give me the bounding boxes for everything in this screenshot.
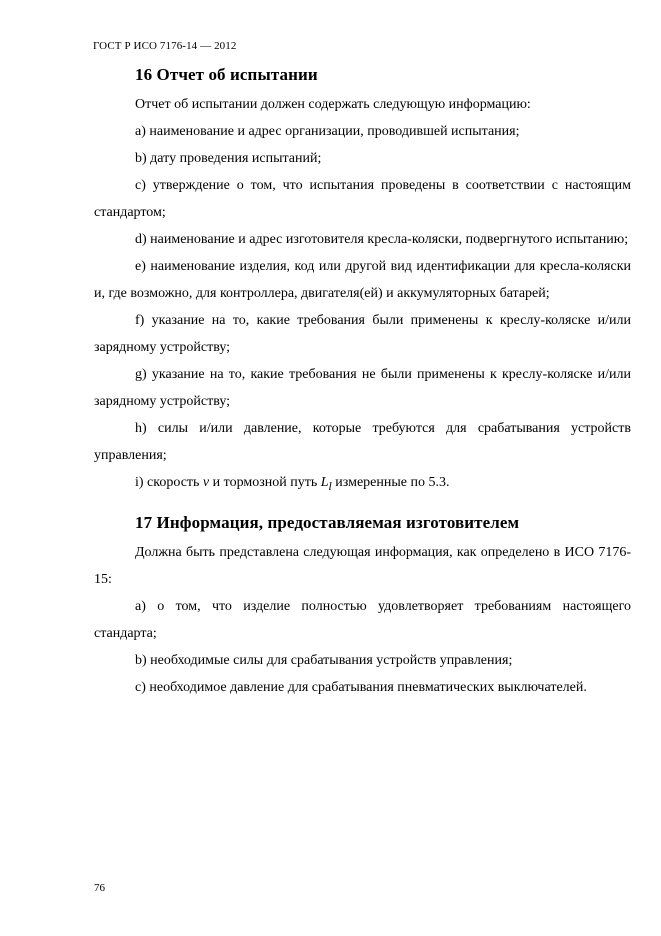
section-17-item-a: а) о том, что изделие полностью удовлетворяет требованиям настоящего стандарта;	[94, 598, 631, 641]
speed-symbol: v	[202, 475, 210, 490]
section-16-item-i	[94, 469, 631, 500]
item-i-suffix: измеренные по 5.3.	[331, 475, 450, 490]
distance-subscript: l	[328, 479, 332, 493]
section-16-title: 16 Отчет об испытании	[135, 65, 318, 84]
section-17-intro: Должна быть представлена следующая информация, как определено в ИСО 7176-15:	[94, 544, 631, 587]
section-16-item-a: а) наименование и адрес организации, проводившей испытания;	[135, 124, 520, 139]
document-header: ГОСТ Р ИСО 7176-14 — 2012	[93, 40, 237, 52]
section-16-item-e: е) наименование изделия, код или другой вид идентификации для кресла-коляски и, где возможно, для контроллера, двигателя(ей) и аккумуляторных батарей;	[94, 259, 631, 301]
document-body	[94, 64, 631, 701]
item-i-mid: и тормозной путь	[209, 475, 321, 490]
section-16-intro: Отчет об испытании должен содержать следующую информацию:	[135, 97, 531, 112]
section-16-item-h: h) силы и/или давление, которые требуются для срабатывания устройств управления;	[94, 421, 631, 463]
section-16-item-d: d) наименование и адрес изготовителя кресла-коляски, подвергнутого испытанию;	[135, 232, 629, 247]
section-17-item-b: b) необходимые силы для срабатывания устройств управления;	[135, 652, 513, 668]
section-16-item-b: b) дату проведения испытаний;	[135, 151, 322, 166]
item-i-prefix: i) скорость	[135, 475, 203, 490]
section-17-item-c: с) необходимое давление для срабатывания пневматических выключателей.	[135, 679, 587, 695]
page-number: 76	[94, 882, 105, 894]
section-16-item-c: с) утверждение о том, что испытания проведены в соответствии с настоящим стандартом;	[94, 178, 631, 220]
section-16-item-g: g) указание на то, какие требования не были применены к креслу-коляске и/или зарядному устройству;	[94, 367, 631, 409]
section-16-item-f: f) указание на то, какие требования были применены к креслу-коляске и/или зарядному устройству;	[94, 313, 631, 355]
section-17-title: 17 Информация, предоставляемая изготовителем	[135, 512, 520, 532]
distance-symbol: L	[320, 475, 329, 490]
